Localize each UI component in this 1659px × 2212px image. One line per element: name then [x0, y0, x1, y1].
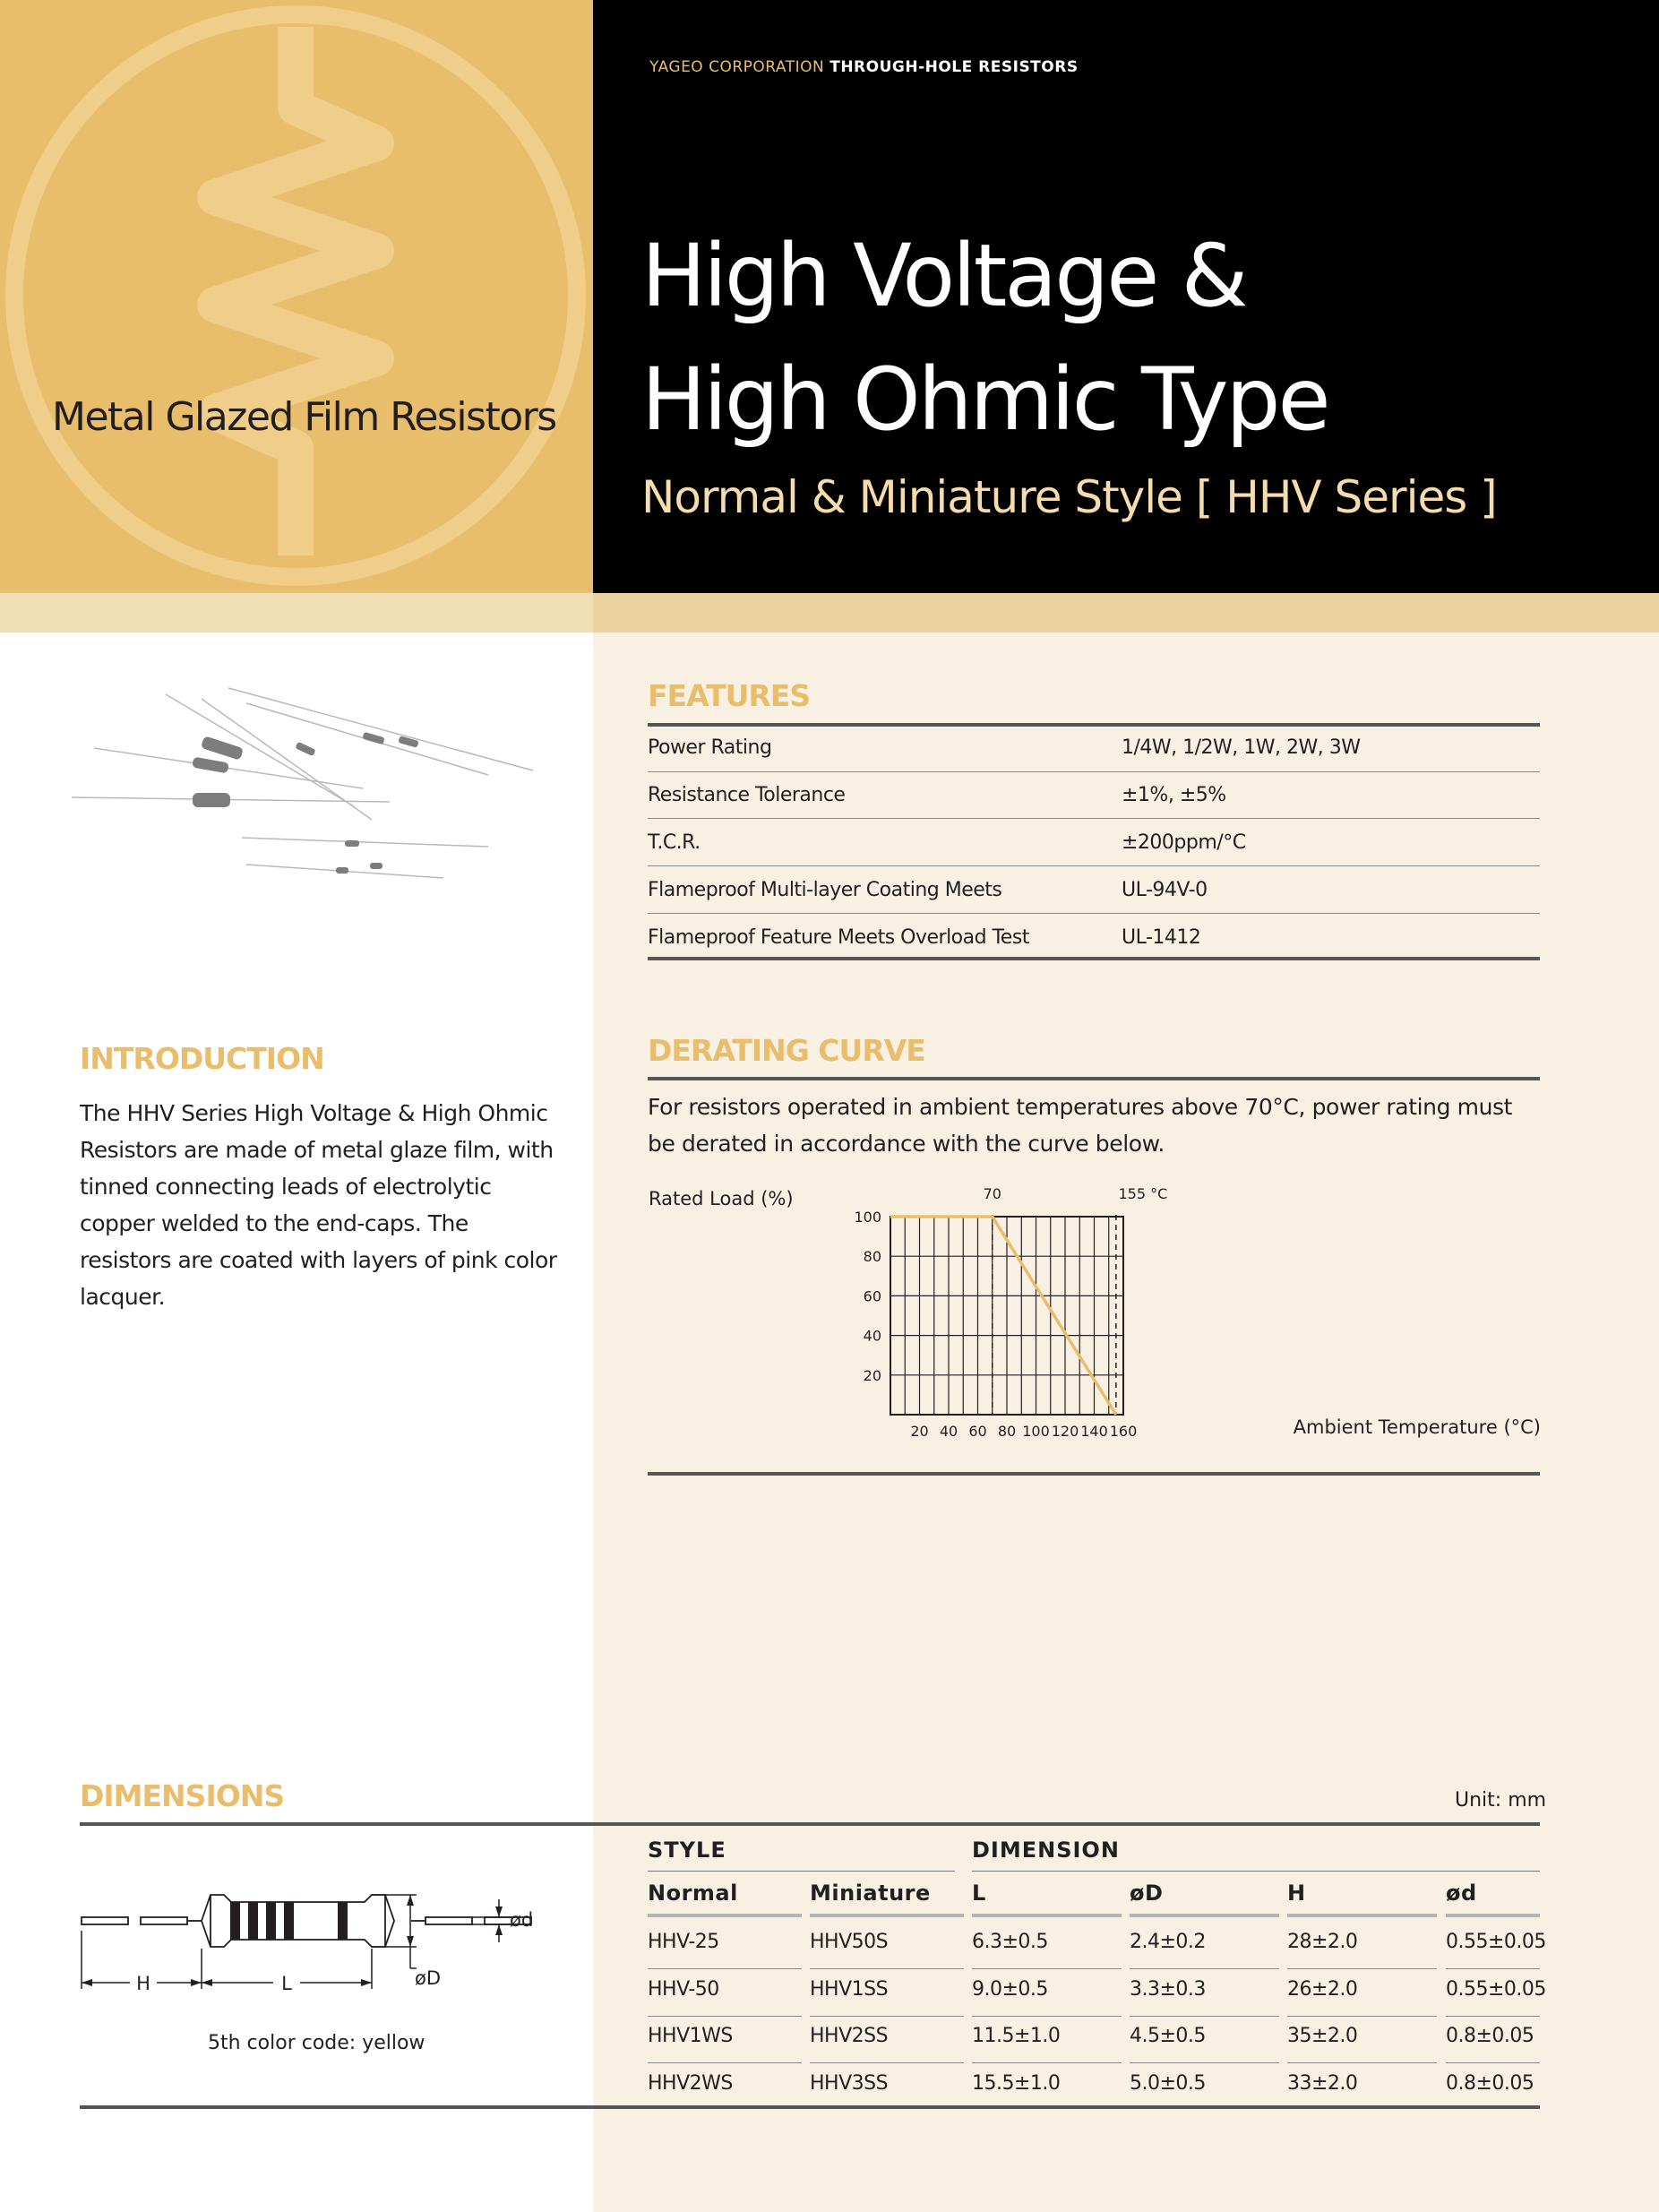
derating-text: For resistors operated in ambient temperatures above 70°C, power rating must be derated in accordance with the curve below.: [648, 1094, 1513, 1157]
row-divider: [810, 2062, 964, 2063]
row-divider: [1446, 2016, 1540, 2017]
row-divider: [1287, 2062, 1437, 2063]
company-name: YAGEO CORPORATION: [649, 58, 825, 76]
header-left-panel: [0, 0, 593, 593]
x-tick-label: 120: [1051, 1423, 1079, 1440]
col-rule: [648, 1914, 802, 1917]
x-tick-label: 60: [968, 1423, 987, 1440]
table-cell: 0.8±0.05: [1446, 2025, 1534, 2047]
table-cell: 33±2.0: [1287, 2072, 1358, 2095]
y-tick-label: 80: [863, 1248, 881, 1266]
col-rule: [1130, 1914, 1279, 1917]
chart-ylabel: Rated Load (%): [649, 1188, 794, 1209]
row-divider: [1287, 2016, 1437, 2017]
feature-row: [648, 819, 1540, 866]
feature-label: Resistance Tolerance: [648, 784, 846, 806]
table-cell: HHV2SS: [810, 2025, 889, 2047]
table-cell: 0.8±0.05: [1446, 2072, 1534, 2095]
feature-row: [648, 771, 1540, 819]
row-divider: [1130, 1968, 1279, 1969]
category-name: THROUGH-HOLE RESISTORS: [830, 58, 1079, 76]
resistor-logo-icon: [0, 0, 593, 593]
feature-value: ±200ppm/°C: [1122, 831, 1246, 854]
feature-row: [648, 724, 1540, 771]
x-tick-label: 80: [997, 1423, 1017, 1440]
breadcrumb: [649, 58, 1079, 76]
row-divider: [648, 2062, 802, 2063]
dimensions-bottom-rule: [80, 2105, 1540, 2109]
annotation-label: 70: [983, 1185, 1001, 1202]
feature-value: UL-94V-0: [1122, 879, 1208, 901]
derating-heading: DERATING CURVE: [648, 1033, 925, 1068]
y-tick-label: 60: [863, 1287, 881, 1305]
col-rule: [810, 1914, 964, 1917]
feature-label: Power Rating: [648, 736, 772, 759]
table-cell: 3.3±0.3: [1130, 1978, 1206, 2001]
row-divider: [1446, 2062, 1540, 2063]
table-cell: HHV1WS: [648, 2025, 733, 2047]
color-code-note: 5th color code: yellow: [208, 2032, 425, 2054]
col-rule: [1446, 1914, 1540, 1917]
feature-label: Flameproof Feature Meets Overload Test: [648, 926, 1029, 949]
row-divider: [648, 2016, 802, 2017]
product-family-label: Metal Glazed Film Resistors: [52, 394, 556, 440]
annotation-label: 155 °C: [1118, 1185, 1168, 1202]
feature-value: UL-1412: [1122, 926, 1201, 949]
group-divider: [972, 1871, 1540, 1872]
col-D: øD: [1130, 1881, 1164, 1906]
col-normal: Normal: [648, 1881, 738, 1906]
table-cell: 4.5±0.5: [1130, 2025, 1206, 2047]
introduction-heading: INTRODUCTION: [80, 1041, 324, 1076]
row-divider: [1446, 1968, 1540, 1969]
col-rule: [1287, 1914, 1437, 1917]
table-cell: HHV1SS: [810, 1978, 889, 2001]
series-line: [890, 1217, 1116, 1415]
row-divider: [972, 2062, 1122, 2063]
table-cell: 0.55±0.05: [1446, 1931, 1546, 1953]
table-cell: 0.55±0.05: [1446, 1978, 1546, 2001]
feature-label: T.C.R.: [648, 831, 701, 854]
table-cell: HHV3SS: [810, 2072, 889, 2095]
row-divider: [1130, 2062, 1279, 2063]
feature-row: [648, 866, 1540, 914]
table-cell: 15.5±1.0: [972, 2072, 1061, 2095]
resistor-dimension-drawing: [76, 1877, 560, 2002]
row-divider: [972, 1968, 1122, 1969]
table-cell: 2.4±0.2: [1130, 1931, 1206, 1953]
page-title-line2: High Ohmic Type: [641, 349, 1328, 450]
derating-bottom-rule: [648, 1472, 1540, 1476]
feature-label: Flameproof Multi-layer Coating Meets: [648, 879, 1002, 901]
dim-label-H: H: [136, 1973, 150, 1994]
style-group-header: STYLE: [648, 1838, 726, 1863]
x-tick-label: 20: [910, 1423, 929, 1440]
table-cell: 11.5±1.0: [972, 2025, 1061, 2047]
group-divider: [648, 1871, 955, 1872]
row-divider: [810, 1968, 964, 1969]
col-d: ød: [1446, 1881, 1477, 1906]
table-cell: HHV-50: [648, 1978, 719, 2001]
derating-top-rule: [648, 1077, 1540, 1080]
table-cell: 6.3±0.5: [972, 1931, 1048, 1953]
derating-chart: [627, 1165, 1550, 1451]
page-title-line1: High Voltage &: [641, 226, 1246, 326]
dim-label-d: ød: [510, 1909, 534, 1931]
row-divider: [648, 1968, 802, 1969]
row-divider: [1287, 1968, 1437, 1969]
dimension-group-header: DIMENSION: [972, 1838, 1120, 1863]
table-cell: 35±2.0: [1287, 2025, 1358, 2047]
row-divider: [1130, 2016, 1279, 2017]
col-L: L: [972, 1881, 986, 1906]
feature-value: ±1%, ±5%: [1122, 784, 1226, 806]
x-tick-label: 100: [1022, 1423, 1050, 1440]
dim-label-D: øD: [415, 1967, 442, 1989]
dimensions-heading: DIMENSIONS: [80, 1778, 285, 1813]
feature-value: 1/4W, 1/2W, 1W, 2W, 3W: [1122, 736, 1361, 759]
col-miniature: Miniature: [810, 1881, 931, 1906]
features-heading: FEATURES: [648, 678, 811, 713]
dim-label-L: L: [281, 1973, 292, 1994]
x-tick-label: 160: [1109, 1423, 1138, 1440]
chart-grid: [890, 1217, 1123, 1415]
col-H: H: [1287, 1881, 1306, 1906]
table-cell: 28±2.0: [1287, 1931, 1358, 1953]
y-tick-label: 20: [863, 1366, 881, 1384]
introduction-text: The HHV Series High Voltage & High Ohmic Resistors are made of metal glaze film, with tinned connecting leads of electrolytic copper welded to the end-caps. The resistors are coated with layers of pink color lacquer.: [80, 1100, 557, 1310]
table-cell: HHV-25: [648, 1931, 719, 1953]
row-divider: [810, 2016, 964, 2017]
table-cell: 26±2.0: [1287, 1978, 1358, 2001]
page-subtitle: Normal & Miniature Style [ HHV Series ]: [641, 471, 1497, 523]
x-tick-label: 40: [939, 1423, 958, 1440]
col-rule: [972, 1914, 1122, 1917]
y-tick-label: 100: [854, 1209, 881, 1226]
dimensions-top-rule: [80, 1822, 1540, 1826]
chart-xlabel: Ambient Temperature (°C): [1293, 1416, 1541, 1438]
row-divider: [972, 2016, 1122, 2017]
divider-band: [0, 593, 593, 633]
table-cell: HHV2WS: [648, 2072, 733, 2095]
y-tick-label: 40: [863, 1327, 881, 1345]
table-cell: 5.0±0.5: [1130, 2072, 1206, 2095]
table-cell: HHV50S: [810, 1931, 889, 1953]
resistors-photo: [67, 681, 551, 896]
divider-band: [593, 593, 1659, 633]
table-cell: 9.0±0.5: [972, 1978, 1048, 2001]
feature-row: [648, 914, 1540, 961]
unit-label: Unit: mm: [1455, 1789, 1547, 1812]
features-bottom-rule: [648, 957, 1540, 960]
x-tick-label: 140: [1080, 1423, 1108, 1440]
